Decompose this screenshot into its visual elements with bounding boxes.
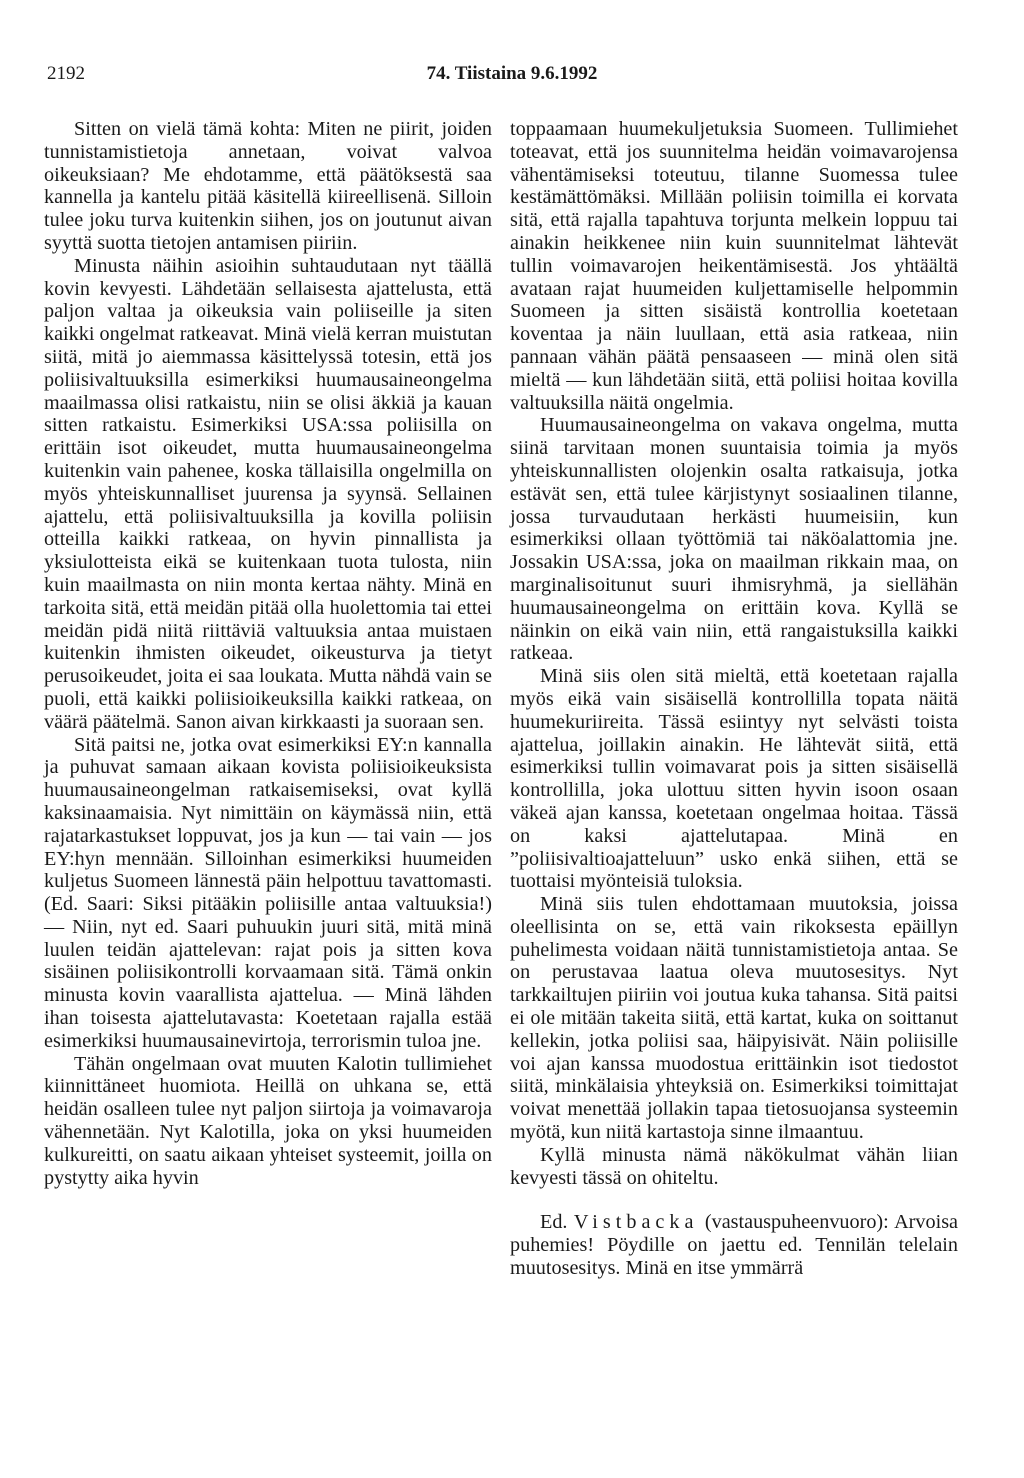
paragraph: Sitten on vielä tämä kohta: Miten ne piirit, joiden tunnistamistietoja annetaan, voivat valvoa oikeuksiaan? Me ehdotamme, että päätöksestä saa kannella ja kantelu pitää käsitellä kiireellisenä. Silloin tulee joku turva kuitenkin siihen, jos on joutunut aivan syyttä suotta tietojen antamisen piiriin.	[44, 118, 492, 254]
page-number: 2192	[47, 63, 85, 84]
paragraph: Minä siis tulen ehdottamaan muutoksia, joissa oleellisinta on se, että vain rikoksesta epäillyn puhelimesta voidaan näitä tunnistamistietoja antaa. Se on perustavaa laatua oleva muutosesitys. Nyt tarkkailtujen piiriin voi joutua kuka tahansa. Sitä paitsi ei ole mitään takeita siitä, että kartat, kuka on soittanut kellekin, jotka poliisi saa, häipyisivät. Näin poliisille voi ajan kanssa muodostua erittäinkin isot tiedostot siitä, minkälaisia yhteyksiä on. Esimerkiksi toimittajat voivat menettää jollakin tapaa tietosuojansa systeemin myötä, kun niitä kartastoja sinne ilmaantuu.	[510, 893, 958, 1144]
right-column	[510, 118, 958, 1280]
paragraph: Sitä paitsi ne, jotka ovat esimerkiksi EY:n kannalla ja puhuvat samaan aikaan kovista poliisioikeuksista huumausaineongelman ratkaisemiseksi, ovat kyllä kaksinaamaisia. Nyt nimittäin on käymässä niin, että rajatarkastukset loppuvat, jos ja kun — tai vain — jos EY:hyn mennään. Silloinhan esimerkiksi huumeiden kuljetus Suomeen lännestä päin helpottuu tavattomasti. (Ed. Saari: Siksi pitääkin poliisille antaa valtuuksia!) — Niin, nyt ed. Saari puhuukin juuri sitä, mitä minä luulen teidän ajattelevan: rajat pois ja sitten kova sisäinen poliisikontrolli korvaamaan sitä. Tämä onkin minusta kovin vaarallista ajattelua. — Minä lähden ihan toisesta ajattelutavasta: Koetetaan rajalla estää esimerkiksi huumausainevirtoja, terrorismin tuloa jne.	[44, 733, 492, 1052]
paragraph: Tähän ongelmaan ovat muuten Kalotin tullimiehet kiinnittäneet huomiota. Heillä on uhkana se, että heidän osalleen tulee nyt paljon siirtoja ja voimavaroja vähennetään. Nyt Kalotilla, joka on yksi huumeiden kulkureitti, on saatu aikaan yhteiset systeemit, joilla on pystytty aika hyvin	[44, 1052, 492, 1189]
speech-role: (vastauspuheenvuoro):	[704, 1211, 889, 1234]
paragraph: Huumausaineongelma on vakava ongelma, mutta siinä tarvitaan monen suuntaisia toimia ja myös yhteiskunnallisten olojenkin osalta ratkaisuja, jotka estävät sen, että tulee kärjistynyt sosiaalinen tilanne, jossa turvaudutaan herkästi huumeisiin, kun esimerkiksi ollaan työttömiä tai näköalattomia jne. Jossakin USA:ssa, joka on maailman rikkain maa, on marginalisoitunut suuri ihmisryhmä, ja siellähän huumausaineongelma on erittäin kova. Kyllä se näinkin on eikä vain niin, että rangaistuksilla kaikki ratkeaa.	[510, 414, 958, 665]
speech-paragraph	[510, 1211, 958, 1279]
paragraph: Kyllä minusta nämä näkökulmat vähän liian kevyesti tässä on ohiteltu.	[510, 1143, 958, 1189]
speech-prefix: Ed.	[540, 1211, 568, 1234]
page-header-title: 74. Tiistaina 9.6.1992	[426, 63, 598, 84]
paragraph: Minusta näihin asioihin suhtaudutaan nyt täällä kovin kevyesti. Lähdetään sellaisesta ajattelusta, että paljon valtaa ja oikeuksia vain poliiseille ja siten kaikki ongelmat ratkeavat. Minä vielä kerran muistutan siitä, mitä jo aiemmassa käsittelyssä totesin, että jos poliisivaltuuksilla esimerkiksi huumausaineongelma maailmassa olisi ratkaistu, niin se olisi äkkiä ja kauan sitten ratkaistu. Esimerkiksi USA:ssa poliisilla on erittäin isot oikeudet, mutta huumausaineongelma kuitenkin vain pahenee, koska tällaisilla ongelmilla on myös yhteiskunnalliset juurensa ja syynsä. Sellainen ajattelu, että poliisivaltuuksilla ja kovilla poliisin otteilla kaikki ratkeaa, on hyvin pinnallista ja yksiulotteista eikä se kuitenkaan tuota tulosta, niin kuin maailmasta on niin monta kertaa nähty. Minä en tarkoita sitä, että meidän pitää olla huolettomia tai ettei meidän pidä niitä riittäviä valtuuksia antaa muistaen kuitenkin ihmisten oikeudet, oikeusturva ja tietyt perusoikeudet, joita ei saa loukata. Mutta nähdä vain se puoli, että kaikki poliisioikeuksilla kaikki ratkeaa, on väärä päätelmä. Sanon aivan kirkkaasti ja suoraan sen.	[44, 254, 492, 733]
speech-text: Arvoisa puhemies! Pöydille on jaettu ed. Tennilän telelain muutosesitys. Minä en itse ymmärrä	[510, 1211, 959, 1280]
paragraph: Minä siis olen sitä mieltä, että koetetaan rajalla myös eikä vain sisäisellä kontrollilla topata näitä huumekuriireita. Tässä esiintyy nyt selvästi toista ajattelua, joillakin ainakin. He lähtevät siitä, että esimerkiksi tullin voimavarat pois ja sitten sisäisellä kontrollilla, joka ulottuu sitten hyvin isoon osaan väkeä ajan kanssa, koetetaan ongelmaa hoitaa. Tässä on kaksi ajattelutapaa. Minä en ”poliisivaltioajatteluun” usko enkä siihen, että se tuottaisi myönteisiä tuloksia.	[510, 665, 958, 893]
left-column	[44, 118, 492, 1189]
paragraph: toppaamaan huumekuljetuksia Suomeen. Tullimiehet toteavat, että jos suunnitelma heidän voimavarojensa vähentämiseksi toteutuu, tilanne Suomessa tulee kestämättömäksi. Millään poliisin toimilla ei korvata sitä, että rajalla tapahtuva torjunta melkein loppuu tai ainakin heikkenee niin kuin suunnitelmat lähtevät tullin voimavarojen heikentämisestä. Jos yhtäältä avataan rajat huumeiden kuljettamiselle helpommin Suomeen ja sitten sisäistä kontrollia koetetaan koventaa ja näin luullaan, että asia ratkeaa, niin pannaan vähän päätä pensaaseen — minä olen sitä mieltä — kun lähdetään siitä, että poliisi hoitaa kovilla valtuuksilla näitä ongelmia.	[510, 118, 958, 414]
speaker-name: Vistbacka	[573, 1211, 699, 1234]
